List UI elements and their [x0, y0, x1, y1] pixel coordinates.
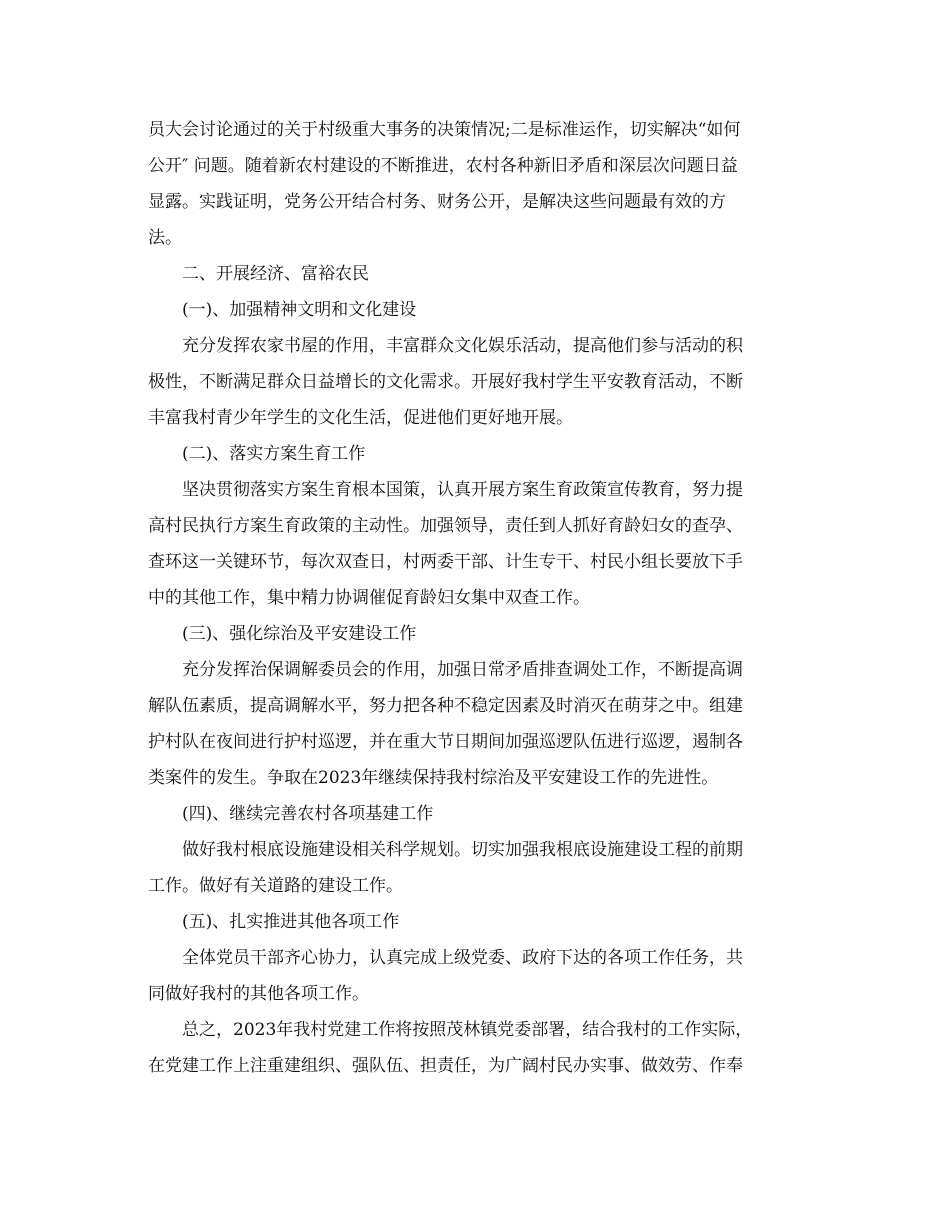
paragraph-line: 中的其他工作，集中精力协调催促育龄妇女集中双查工作。 [148, 588, 590, 608]
subsection-heading: (五)、扎实推进其他各项工作 [182, 912, 400, 932]
paragraph-line: 坚决贯彻落实方案生育根本国策，认真开展方案生育政策宣传教育，努力提 [182, 480, 743, 500]
subsection-heading: (二)、落实方案生育工作 [182, 444, 366, 464]
paragraph-line: 解队伍素质，提高调解水平，努力把各种不稳定因素及时消灭在萌芽之中。组建 [148, 696, 743, 716]
subsection-heading: (四)、继续完善农村各项基建工作 [182, 804, 434, 824]
paragraph-line: 类案件的发生。争取在2023年继续保持我村综治及平安建设工作的先进性。 [148, 768, 719, 788]
document-body [148, 112, 803, 1084]
paragraph-line: 在党建工作上注重建组织、强队伍、担责任，为广阔村民办实事、做效劳、作奉 [148, 1056, 743, 1076]
paragraph-line: 总之，2023年我村党建工作将按照茂林镇党委部署，结合我村的工作实际， [182, 1020, 753, 1040]
subsection-heading: (一)、加强精神文明和文化建设 [182, 300, 417, 320]
paragraph-line: 高村民执行方案生育政策的主动性。加强领导，责任到人抓好育龄妇女的查孕、 [148, 516, 743, 536]
paragraph-line: 查环这一关键环节，每次双查日，村两委干部、计生专干、村民小组长要放下手 [148, 552, 743, 572]
paragraph-line: 充分发挥农家书屋的作用，丰富群众文化娱乐活动，提高他们参与活动的积 [182, 336, 743, 356]
paragraph-line: 显露。实践证明，党务公开结合村务、财务公开，是解决这些问题最有效的方 [148, 192, 726, 212]
subsection-heading: (三)、强化综治及平安建设工作 [182, 624, 417, 644]
section-heading: 二、开展经济、富裕农民 [182, 264, 369, 284]
paragraph-line: 做好我村根底设施建设相关科学规划。切实加强我根底设施建设工程的前期 [182, 840, 743, 860]
paragraph-line: 工作。做好有关道路的建设工作。 [148, 876, 403, 896]
paragraph-line: 丰富我村青少年学生的文化生活，促进他们更好地开展。 [148, 408, 573, 428]
paragraph-line: 同做好我村的其他各项工作。 [148, 984, 369, 1004]
paragraph-line: 员大会讨论通过的关于村级重大事务的决策情况;二是标准运作，切实解决“如何 [148, 120, 741, 140]
paragraph-line: 极性，不断满足群众日益增长的文化需求。开展好我村学生平安教育活动，不断 [148, 372, 743, 392]
paragraph-line: 法。 [148, 228, 182, 248]
paragraph-line: 公开″ 问题。随着新农村建设的不断推进，农村各种新旧矛盾和深层次问题日益 [148, 156, 738, 176]
paragraph-line: 全体党员干部齐心协力，认真完成上级党委、政府下达的各项工作任务，共 [182, 948, 743, 968]
paragraph-line: 充分发挥治保调解委员会的作用，加强日常矛盾排查调处工作，不断提高调 [182, 660, 743, 680]
paragraph-line: 护村队在夜间进行护村巡逻，并在重大节日期间加强巡逻队伍进行巡逻，遏制各 [148, 732, 743, 752]
